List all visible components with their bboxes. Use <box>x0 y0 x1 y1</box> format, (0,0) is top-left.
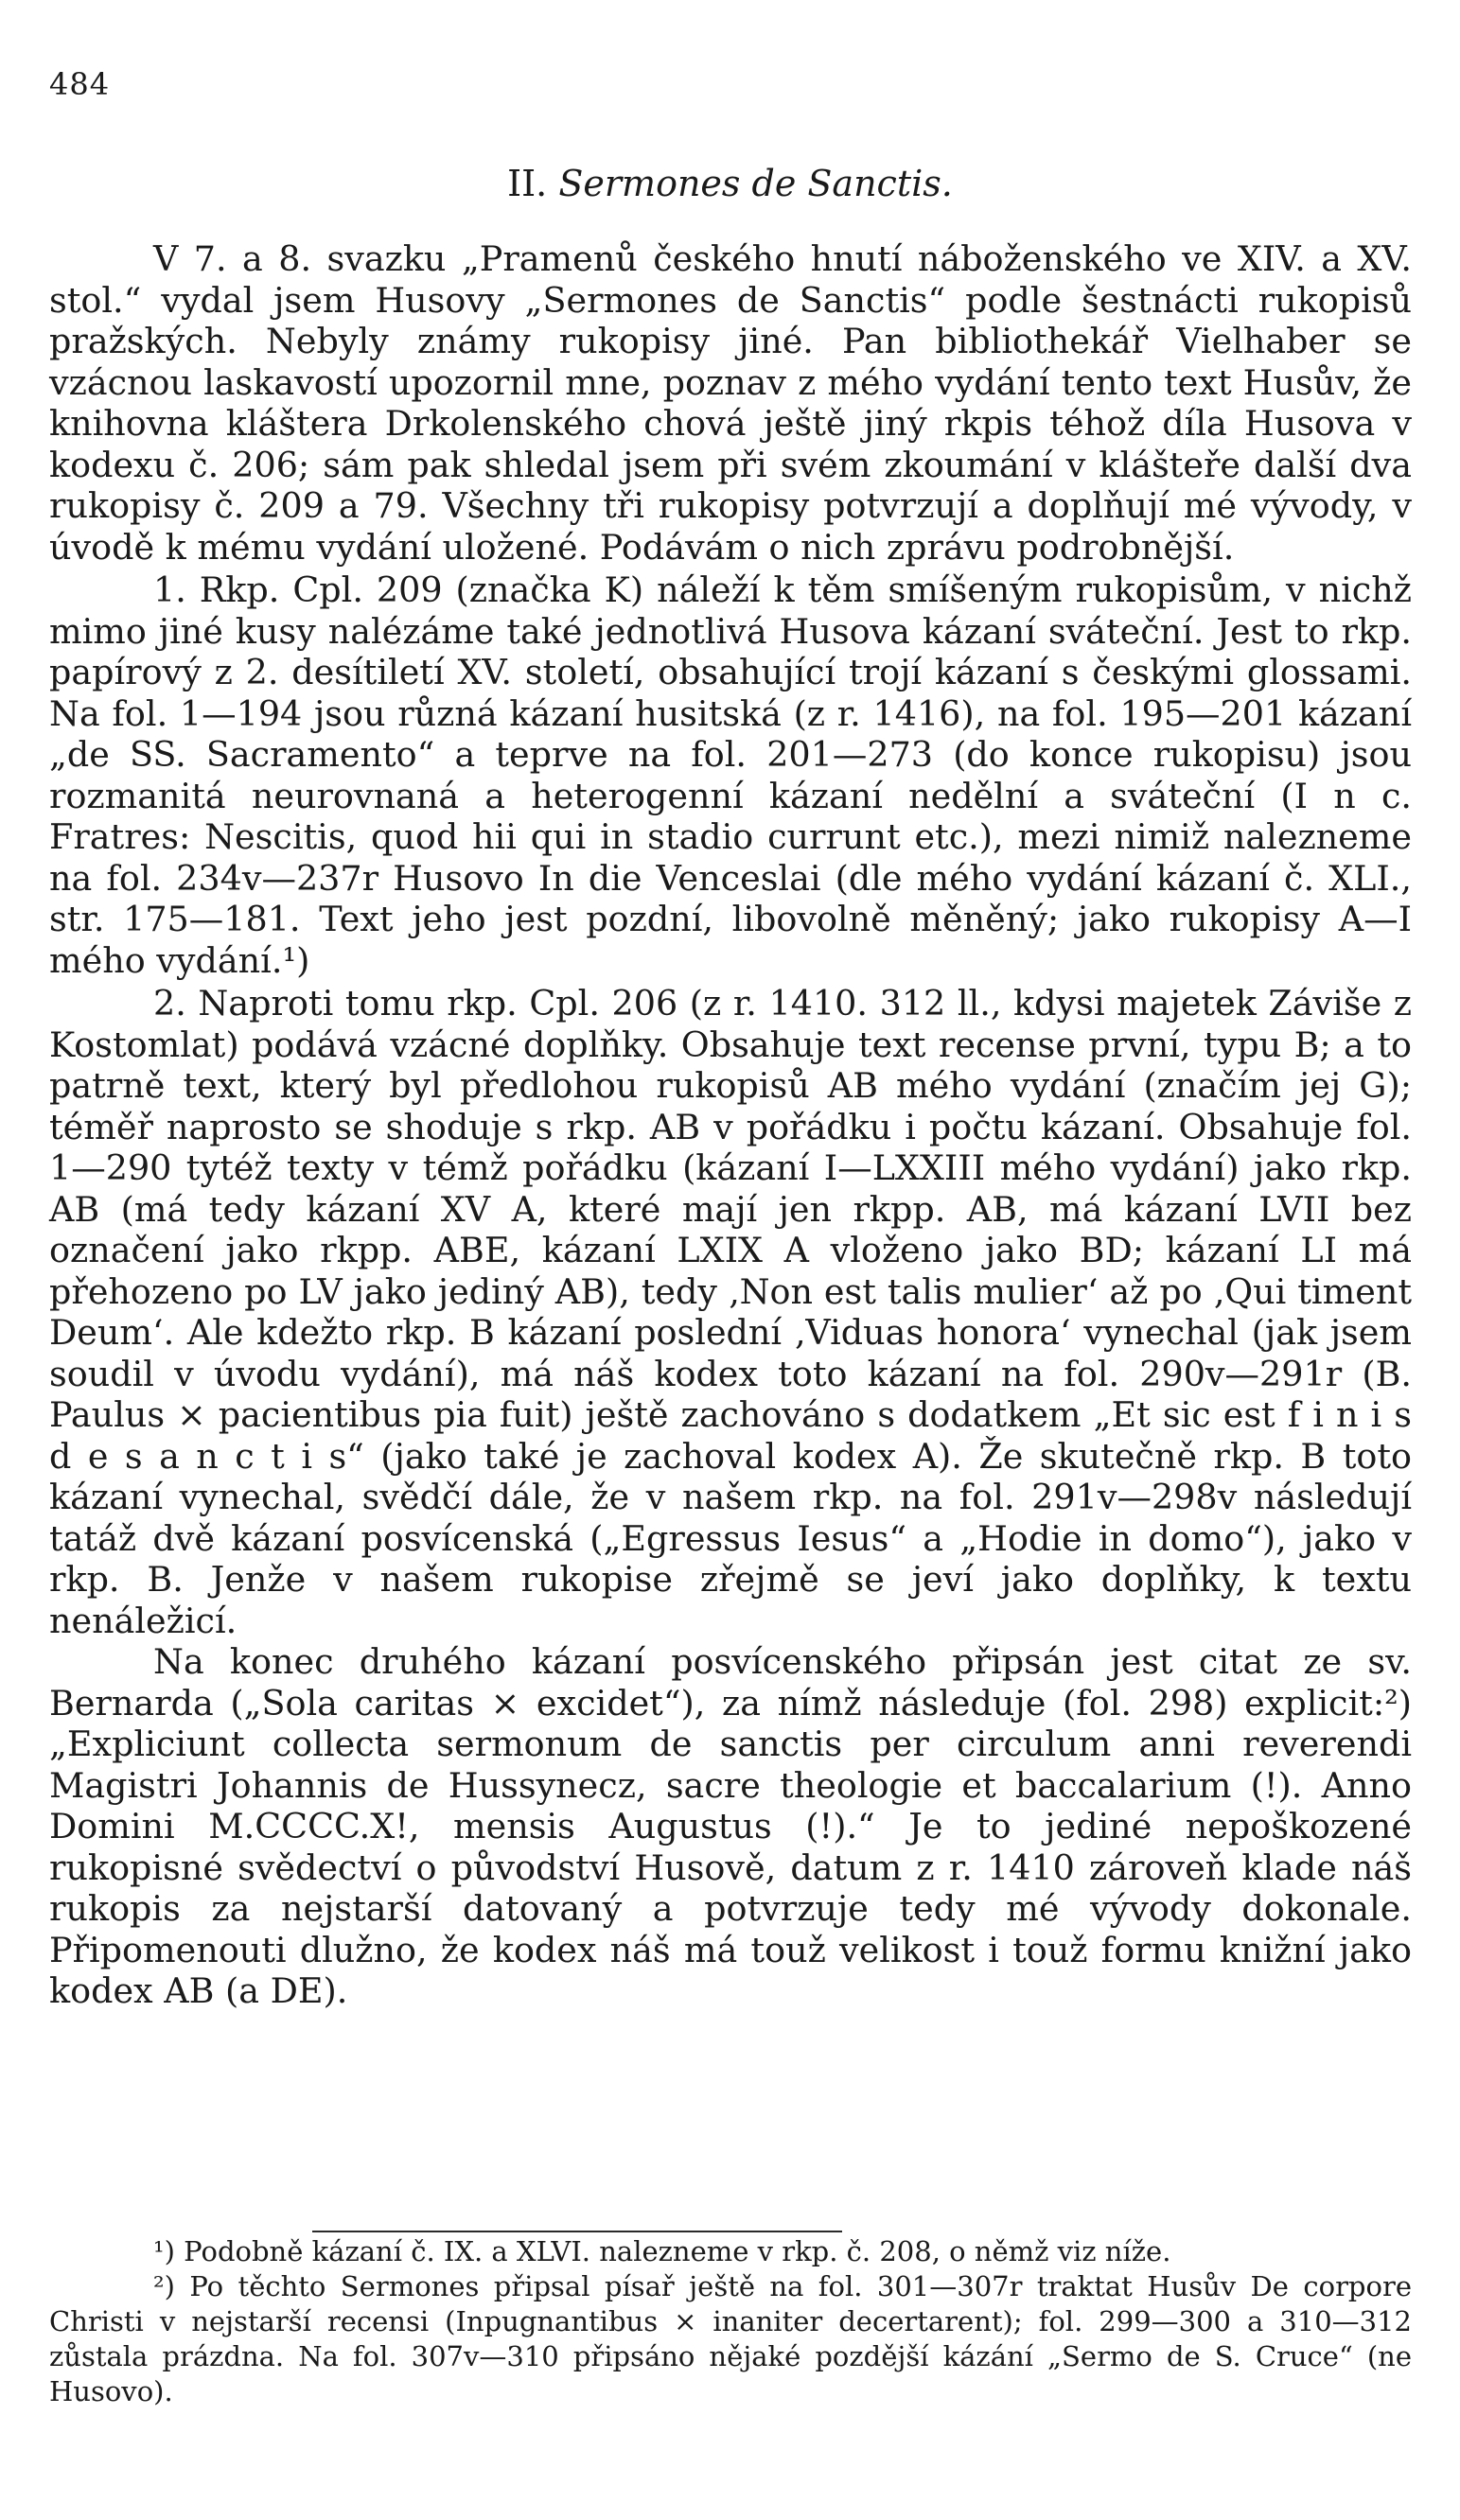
footnote-divider <box>312 2231 842 2232</box>
footnotes <box>49 2234 1412 2409</box>
paragraph-intro: V 7. a 8. svazku „Pramenů českého hnutí náboženského ve XIV. a XV. stol.“ vydal jsem Husovy „Sermones de Sanctis“ podle šestnácti rukopisů pražských. Nebyly známy rukopisy jiné. Pan bibliothekář Vielhaber se vzácnou laskavostí upozornil mne, poznav z mého vydání tento text Husův, že knihovna kláštera Drkolenského chová ještě jiný rkpis téhož díla Husova v kodexu č. 206; sám pak shledal jsem při svém zkoumání v klášteře další dva rukopisy č. 209 a 79. Všechny tři rukopisy potvrzují a doplňují mé vývody, v úvodě k mému vydání uložené. Podávám o nich zprávu podrobnější. <box>49 238 1412 568</box>
section-title: Sermones de Sanctis. <box>558 163 953 204</box>
footnote-2: ²) Po těchto Sermones připsal písař ještě na fol. 301—307r traktat Husův De corpore Christi v nejstarší recensi (Inpugnantibus × inaniter decertarent); fol. 299—300 a 310—312 zůstala prázdna. Na fol. 307v—310 připsáno nějaké pozdější kázání „Sermo de S. Cruce“ (ne Husovo). <box>49 2270 1412 2407</box>
paragraph-item-1: 1. Rkp. Cpl. 209 (značka K) náleží k těm smíšeným rukopisům, v nichž mimo jiné kusy nalézáme také jednotlivá Husova kázaní sváteční. Jest to rkp. papírový z 2. desítiletí XV. století, obsahující trojí kázaní s českými glossami. Na fol. 1—194 jsou různá kázaní husitská (z r. 1416), na fol. 195—201 kázaní „de SS. Sacramento“ a teprve na fol. 201—273 (do konce rukopisu) jsou rozmanitá neurovnaná a heterogenní kázaní nedělní a sváteční (I n c. Fratres: Nescitis, quod hii qui in stadio currunt etc.), mezi nimiž nalezneme na fol. 234v—237r Husovo In die Venceslai (dle mého vydání kázaní č. XLI., str. 175—181. Text jeho jest pozdní, libovolně měněný; jako rukopisy A—I mého vydání.¹) <box>49 569 1412 981</box>
page-number: 484 <box>49 66 111 102</box>
section-heading <box>0 163 1460 204</box>
footnote-1: ¹) Podobně kázaní č. IX. a XLVI. nalezneme v rkp. č. 208, o němž viz níže. <box>153 2235 1171 2267</box>
paragraph-item-2: 2. Naproti tomu rkp. Cpl. 206 (z r. 1410. 312 ll., kdysi majetek Záviše z Kostomlat) podává vzácné doplňky. Obsahuje text recense první, typu B; a to patrně text, který byl předlohou rukopisů AB mého vydání (značím jej G); téměř naprosto se shoduje s rkp. AB v pořádku i počtu kázaní. Obsahuje fol. 1—290 tytéž texty v témž pořádku (kázaní I—LXXIII mého vydání) jako rkp. AB (má tedy kázaní XV A, které mají jen rkpp. AB, má kázaní LVII bez označení jako rkpp. ABE, kázaní LXIX A vloženo jako BD; kázaní LI má přehozeno po LV jako jediný AB), tedy ‚Non est talis mulier‘ až po ‚Qui timent Deum‘. Ale kdežto rkp. B kázaní poslední ‚Viduas honora‘ vynechal (jak jsem soudil v úvodu vydání), má náš kodex toto kázaní na fol. 290v—291r (B. Paulus × pacientibus pia fuit) ještě zachováno s dodatkem „Et sic est f i n i s d e s a n c t i s“ (jako také je zachoval kodex A). Že skutečně rkp. B toto kázaní vynechal, svědčí dále, že v našem rkp. na fol. 291v—298v následují tatáž dvě kázaní posvícenská („Egressus Iesus“ a „Hodie in domo“), jako v rkp. B. Jenže v našem rukopise zřejmě se jeví jako doplňky, k textu nenáležicí. <box>49 983 1412 1641</box>
section-number: II. <box>507 163 548 204</box>
paragraph-conclusion: Na konec druhého kázaní posvícenského připsán jest citat ze sv. Bernarda („Sola caritas × excidet“), za nímž následuje (fol. 298) explicit:²) „Expliciunt collecta sermonum de sanctis per circulum anni reverendi Magistri Johannis de Hussynecz, sacre theologie et baccalarium (!). Anno Domini M.CCCC.X!, mensis Augustus (!).“ Je to jediné nepoškozené rukopisné svědectví o původství Husově, datum z r. 1410 zároveň klade náš rukopis za nejstarší datovaný a potvrzuje tedy mé vývody dokonale. Připomenouti dlužno, že kodex náš má touž velikost i touž formu knižní jako kodex AB (a DE). <box>49 1641 1412 2011</box>
body-text <box>49 238 1412 2012</box>
